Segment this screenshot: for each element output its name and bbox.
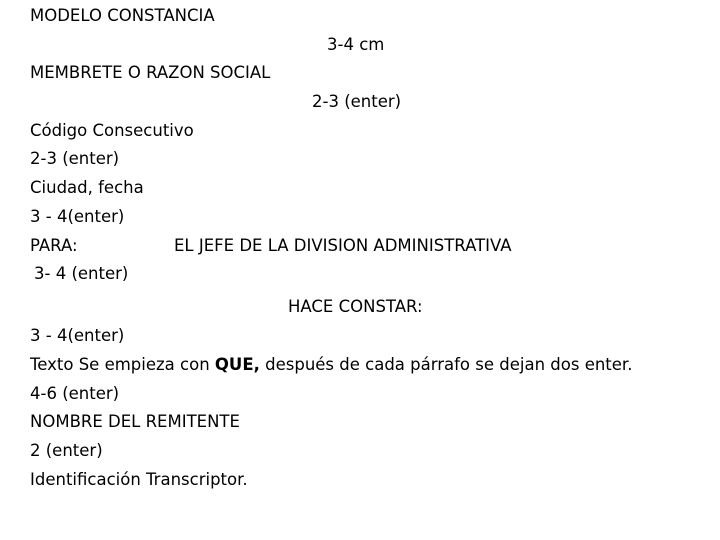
letterhead: MEMBRETE O RAZON SOCIAL: [30, 63, 271, 82]
margin-note: 3-4 cm: [327, 35, 385, 54]
spacing-note-city: 3 - 4(enter): [30, 207, 125, 226]
sender-name: NOMBRE DEL REMITENTE: [30, 412, 240, 431]
spacing-note-letterhead: 2-3 (enter): [312, 92, 402, 111]
spacing-note-code: 2-3 (enter): [30, 149, 120, 168]
city-date: Ciudad, fecha: [30, 178, 144, 197]
to-label: PARA:: [30, 236, 78, 255]
document-title: MODELO CONSTANCIA: [30, 6, 215, 25]
text-instruction: [30, 355, 632, 375]
text-instruction-suffix: después de cada párrafo se dejan dos enter.: [259, 355, 633, 374]
spacing-note-heading: 3 - 4(enter): [30, 326, 125, 345]
spacing-note-sender: 2 (enter): [30, 441, 103, 460]
text-instruction-keyword: QUE,: [214, 355, 260, 374]
certifies-heading: HACE CONSTAR:: [288, 297, 423, 316]
text-instruction-prefix: Texto Se empieza con: [30, 355, 215, 374]
spacing-note-text: 4-6 (enter): [30, 384, 120, 403]
to-recipient: EL JEFE DE LA DIVISION ADMINISTRATIVA: [174, 236, 512, 255]
spacing-note-to: 3- 4 (enter): [34, 264, 129, 283]
consecutive-code: Código Consecutivo: [30, 121, 194, 140]
transcriber-id: Identificación Transcriptor.: [30, 470, 248, 489]
